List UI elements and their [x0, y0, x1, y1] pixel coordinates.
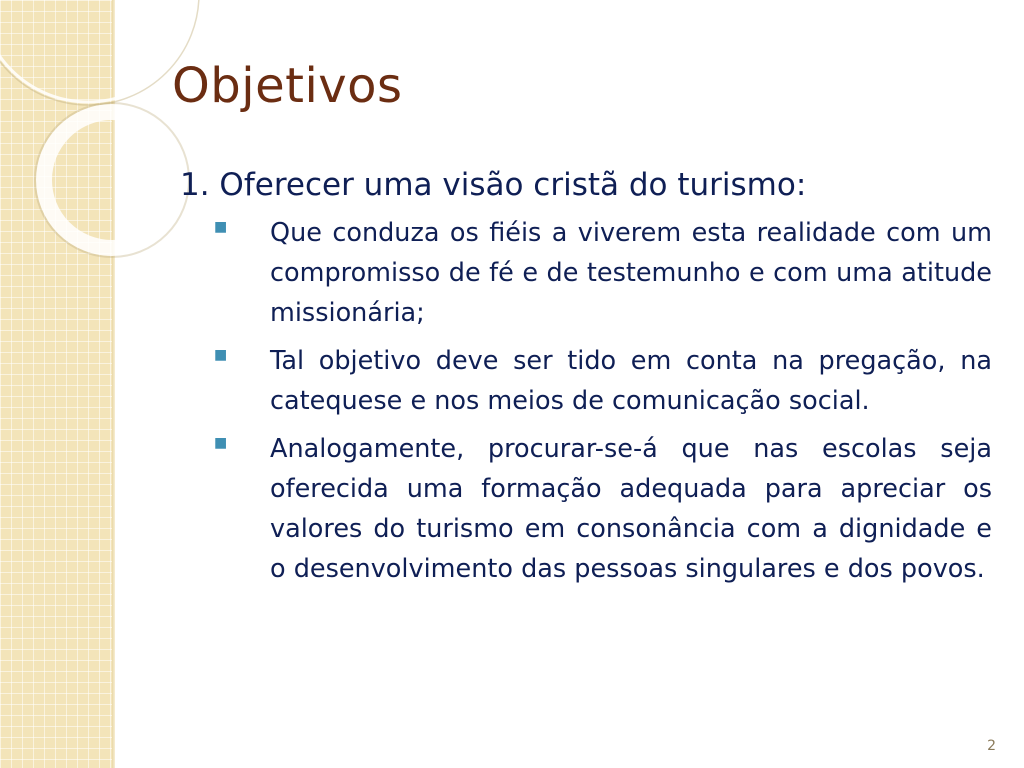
- objective-heading: 1. Oferecer uma visão cristã do turismo:: [180, 167, 807, 203]
- bullet-list: [180, 213, 992, 589]
- decorative-ring-upper: [0, 0, 196, 102]
- decorative-ring-lower: [44, 112, 180, 248]
- bullet-item: [180, 341, 992, 421]
- decorative-rings: [0, 0, 200, 260]
- square-bullet-icon: ■: [214, 218, 228, 235]
- bullet-text: Analogamente, procurar-se-á que nas escolas seja oferecida uma formação adequada para apreciar os valores do turismo em consonância com a dignidade e o desenvolvimento das pessoas singulares e dos povos.: [270, 433, 992, 584]
- decorative-ring-upper-shadow: [0, 0, 199, 105]
- slide-content: [180, 166, 992, 597]
- square-bullet-icon: ■: [214, 346, 228, 363]
- bullet-item: [180, 213, 992, 333]
- slide-title: Objetivos: [172, 58, 403, 114]
- decorative-ring-lower-shadow: [35, 103, 189, 257]
- page-number: 2: [987, 738, 996, 754]
- square-bullet-icon: ■: [214, 434, 228, 451]
- bullet-item: [180, 429, 992, 589]
- bullet-text: Tal objetivo deve ser tido em conta na pregação, na catequese e nos meios de comunicação social.: [270, 345, 992, 416]
- bullet-text: Que conduza os fiéis a viverem esta realidade com um compromisso de fé e de testemunho e com uma atitude missionária;: [270, 217, 992, 328]
